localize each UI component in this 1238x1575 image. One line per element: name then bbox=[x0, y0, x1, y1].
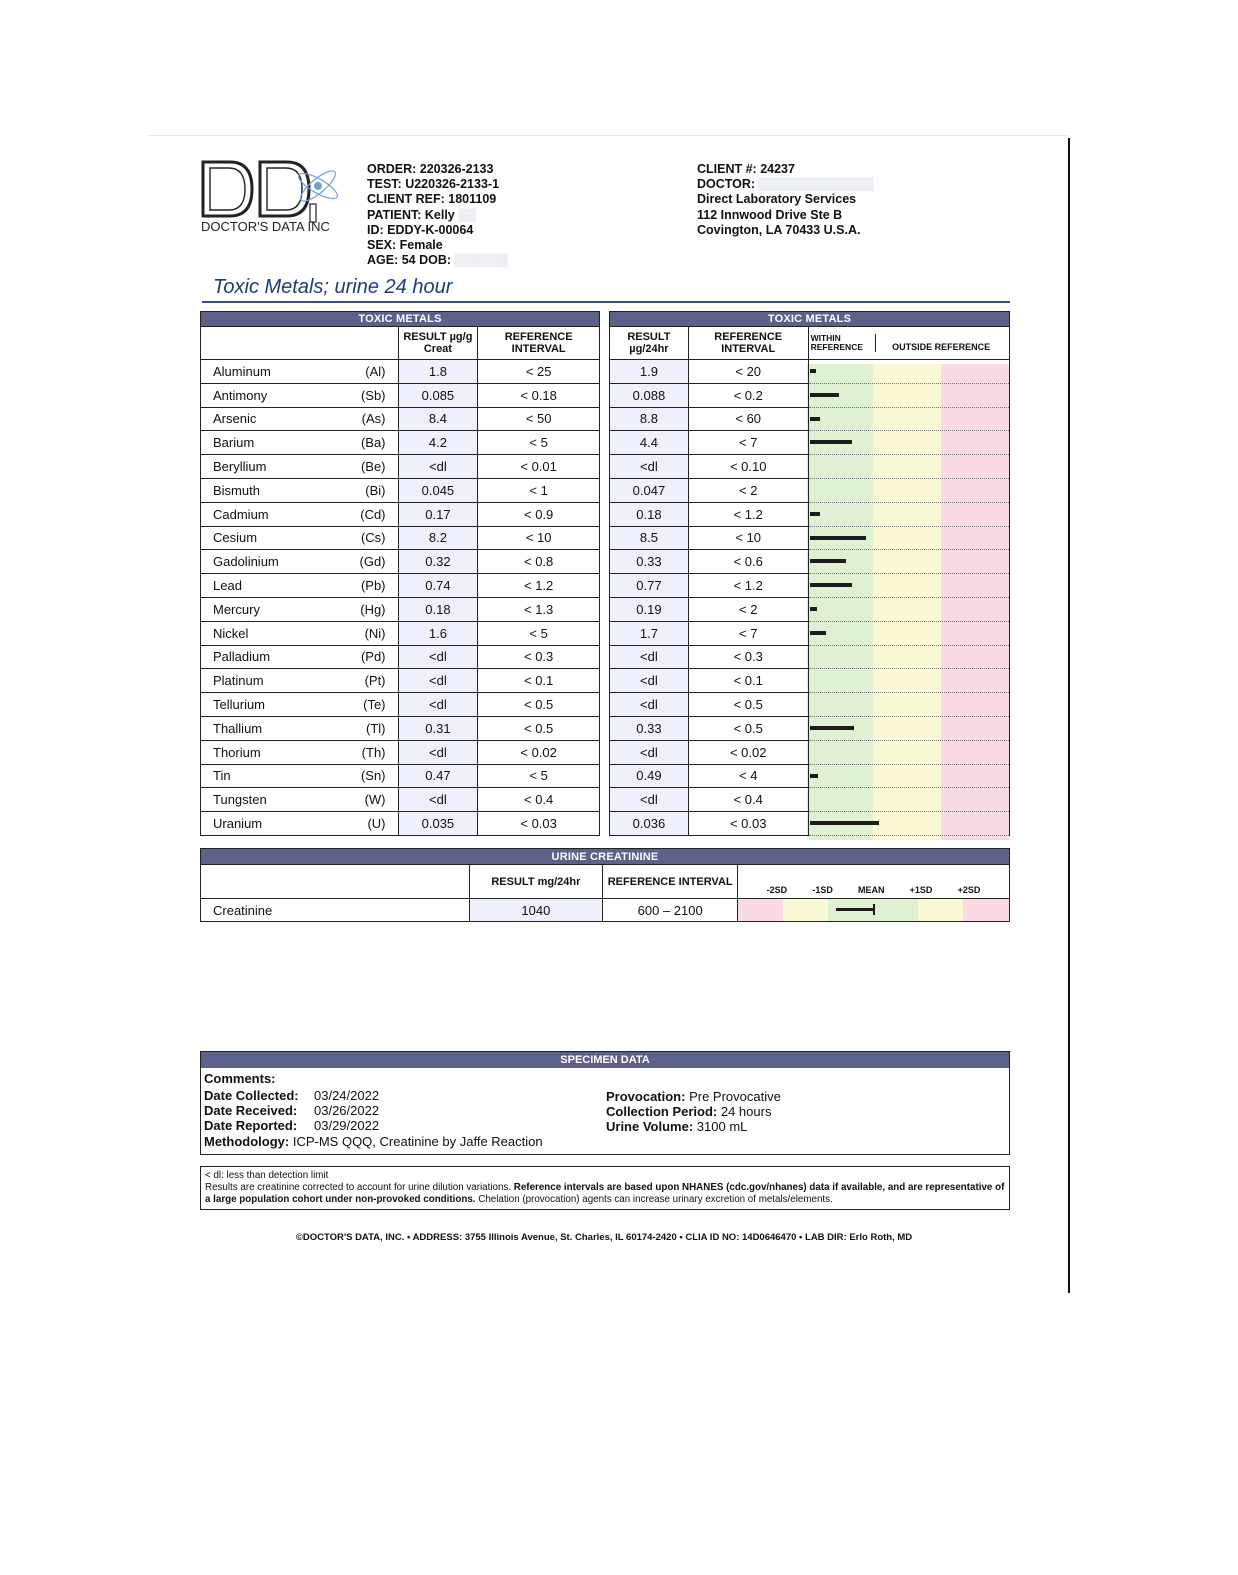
redacted-text: ▒▒▒▒▒▒▒▒▒▒▒▒▒ bbox=[758, 177, 874, 192]
metal-symbol: (Hg) bbox=[320, 597, 398, 621]
metal-name: Aluminum bbox=[201, 360, 321, 384]
result-24hr: <dl bbox=[610, 645, 689, 669]
result-24hr: 1.9 bbox=[610, 360, 689, 384]
metal-name: Palladium bbox=[201, 645, 321, 669]
toxic-metals-24hr-table bbox=[609, 311, 1010, 836]
result-24hr: 0.33 bbox=[610, 550, 689, 574]
metal-name: Barium bbox=[201, 431, 321, 455]
result-creat: <dl bbox=[398, 693, 478, 717]
reference-creat: < 0.01 bbox=[478, 455, 600, 479]
sd-scale-label: -1SD bbox=[812, 885, 833, 895]
result-creat: <dl bbox=[398, 740, 478, 764]
reference-24hr: < 4 bbox=[688, 764, 808, 788]
reference-creat: < 50 bbox=[478, 407, 600, 431]
reference-24hr: < 0.2 bbox=[688, 383, 808, 407]
table-row bbox=[201, 478, 600, 502]
table-row bbox=[201, 597, 600, 621]
table-row bbox=[201, 455, 600, 479]
reference-bar-cell bbox=[808, 478, 1009, 502]
metal-name: Thorium bbox=[201, 740, 321, 764]
reference-header: REFERENCE INTERVAL bbox=[478, 327, 600, 360]
reference-bar-cell bbox=[808, 645, 1009, 669]
reference-bar-cell bbox=[808, 550, 1009, 574]
table-row bbox=[201, 502, 600, 526]
table-row bbox=[201, 360, 600, 384]
creatinine-marker bbox=[873, 904, 875, 915]
reference-bar-cell bbox=[808, 621, 1009, 645]
table-row bbox=[610, 597, 1010, 621]
reference-bar-cell bbox=[808, 407, 1009, 431]
reference-24hr: < 60 bbox=[688, 407, 808, 431]
metal-symbol: (U) bbox=[320, 812, 398, 836]
plus-2sd-zone bbox=[963, 899, 1009, 921]
reference-creat: < 0.02 bbox=[478, 740, 600, 764]
result-24hr-header: RESULT µg/24hr bbox=[610, 327, 689, 360]
table-row bbox=[610, 478, 1010, 502]
creatinine-band: URINE CREATININE bbox=[201, 849, 1010, 865]
result-creat: 4.2 bbox=[398, 431, 478, 455]
table-row bbox=[201, 788, 600, 812]
result-24hr: 1.7 bbox=[610, 621, 689, 645]
reference-creat: < 0.1 bbox=[478, 669, 600, 693]
zone-header bbox=[808, 327, 1009, 360]
metal-symbol: (Bi) bbox=[320, 478, 398, 502]
reference-bar-cell bbox=[808, 669, 1009, 693]
table-row bbox=[610, 645, 1010, 669]
metal-level-bar bbox=[810, 631, 826, 635]
metal-name: Tin bbox=[201, 764, 321, 788]
doctor-name: DOCTOR: ▒▒▒▒▒▒▒▒▒▒▒▒▒ bbox=[697, 177, 874, 192]
comments-label: Comments: bbox=[204, 1071, 276, 1086]
creatinine-result-header: RESULT mg/24hr bbox=[469, 865, 603, 899]
metal-name: Nickel bbox=[201, 621, 321, 645]
table-row bbox=[201, 716, 600, 740]
lab-address-2: Covington, LA 70433 U.S.A. bbox=[697, 222, 861, 237]
reference-creat: < 5 bbox=[478, 431, 600, 455]
table-row bbox=[610, 431, 1010, 455]
test-number: TEST: U220326-2133-1 bbox=[367, 177, 500, 192]
table-row bbox=[610, 740, 1010, 764]
metal-symbol: (Th) bbox=[320, 740, 398, 764]
table-row bbox=[610, 455, 1010, 479]
creatinine-reference: 600 – 2100 bbox=[603, 899, 738, 922]
sd-scale-label: -2SD bbox=[766, 885, 788, 895]
date-received: Date Received: 03/26/2022 bbox=[204, 1103, 380, 1118]
table-row bbox=[201, 383, 600, 407]
sd-scale-label: MEAN bbox=[858, 885, 885, 895]
table-row bbox=[610, 693, 1010, 717]
result-creat: 1.6 bbox=[398, 621, 478, 645]
result-24hr: 0.047 bbox=[610, 478, 689, 502]
metal-symbol: (Sb) bbox=[320, 383, 398, 407]
result-creat: 0.74 bbox=[398, 574, 478, 598]
patient-age: AGE: 54 DOB: ▒▒▒▒▒▒ bbox=[367, 253, 508, 268]
table-row bbox=[610, 812, 1010, 836]
within-reference-label: WITHIN REFERENCE bbox=[809, 334, 876, 352]
outside-reference-label: OUTSIDE REFERENCE bbox=[892, 341, 991, 352]
reference-24hr: < 0.02 bbox=[688, 740, 808, 764]
reference-24hr: < 1.2 bbox=[688, 574, 808, 598]
reference-bar-cell bbox=[808, 431, 1009, 455]
reference-bar-cell bbox=[808, 716, 1009, 740]
metal-level-bar bbox=[810, 417, 820, 421]
creatinine-result: 1040 bbox=[469, 899, 603, 922]
sd-scale-label: +2SD bbox=[957, 885, 981, 895]
result-24hr: 4.4 bbox=[610, 431, 689, 455]
plus-1sd-zone bbox=[918, 899, 963, 921]
provocation: Provocation: Pre Provocative bbox=[606, 1089, 781, 1104]
metal-symbol: (Al) bbox=[320, 360, 398, 384]
table-row bbox=[610, 360, 1010, 384]
result-creat: <dl bbox=[398, 669, 478, 693]
metal-symbol: (Be) bbox=[320, 455, 398, 479]
redacted-text: ▒▒ bbox=[458, 207, 476, 222]
result-creat: 0.31 bbox=[398, 716, 478, 740]
reference-24hr: < 2 bbox=[688, 478, 808, 502]
table-row bbox=[201, 740, 600, 764]
result-24hr: 0.088 bbox=[610, 383, 689, 407]
patient-id: ID: EDDY-K-00064 bbox=[367, 222, 474, 237]
metal-name: Antimony bbox=[201, 383, 321, 407]
metal-symbol: (Ni) bbox=[320, 621, 398, 645]
metal-level-bar bbox=[810, 512, 820, 516]
metal-level-bar bbox=[810, 774, 818, 778]
footnote-body: Results are creatinine corrected to account for urine dilution variations. Reference intervals are based upon NHANES (cdc.gov/nhanes) data if available, and are representative of a large population cohort under non-provoked conditions. Chelation (provocation) agents can increase urinary excretion of metals/elements. bbox=[205, 1182, 1005, 1205]
patient-sex: SEX: Female bbox=[367, 238, 443, 253]
client-number: CLIENT #: 24237 bbox=[697, 162, 795, 176]
table-row bbox=[201, 693, 600, 717]
result-creat: 0.17 bbox=[398, 502, 478, 526]
reference-bar-cell bbox=[808, 455, 1009, 479]
table-row bbox=[610, 621, 1010, 645]
toxic-metals-creat-table bbox=[200, 311, 600, 836]
reference-24hr: < 0.5 bbox=[688, 716, 808, 740]
result-24hr: 0.49 bbox=[610, 764, 689, 788]
result-24hr: 8.8 bbox=[610, 407, 689, 431]
date-collected: Date Collected: 03/24/2022 bbox=[204, 1088, 380, 1103]
reference-24hr: < 1.2 bbox=[688, 502, 808, 526]
reference-creat: < 0.3 bbox=[478, 645, 600, 669]
result-24hr: 0.036 bbox=[610, 812, 689, 836]
reference-creat: < 1.3 bbox=[478, 597, 600, 621]
reference-creat: < 0.8 bbox=[478, 550, 600, 574]
methodology: Methodology: ICP-MS QQQ, Creatinine by Jaffe Reaction bbox=[204, 1134, 543, 1149]
doctors-data-logo bbox=[200, 158, 350, 238]
creatinine-reference-header: REFERENCE INTERVAL bbox=[603, 865, 738, 899]
result-24hr: <dl bbox=[610, 740, 689, 764]
reference-24hr: < 2 bbox=[688, 597, 808, 621]
redacted-text: ▒▒▒▒▒▒ bbox=[454, 253, 508, 268]
minus-2sd-zone bbox=[738, 899, 783, 921]
table-row bbox=[610, 764, 1010, 788]
metal-symbol: (Gd) bbox=[320, 550, 398, 574]
reference-bar-cell bbox=[808, 764, 1009, 788]
metal-symbol: (W) bbox=[320, 788, 398, 812]
reference-creat: < 1.2 bbox=[478, 574, 600, 598]
reference-24hr: < 0.1 bbox=[688, 669, 808, 693]
result-24hr: <dl bbox=[610, 669, 689, 693]
reference-creat: < 0.03 bbox=[478, 812, 600, 836]
result-24hr: 0.19 bbox=[610, 597, 689, 621]
reference-header: REFERENCE INTERVAL bbox=[688, 327, 808, 360]
table-row bbox=[610, 574, 1010, 598]
table-row bbox=[610, 502, 1010, 526]
metal-symbol: (Te) bbox=[320, 693, 398, 717]
reference-creat: < 1 bbox=[478, 478, 600, 502]
reference-24hr: < 0.5 bbox=[688, 693, 808, 717]
reference-24hr: < 0.4 bbox=[688, 788, 808, 812]
footnote-dl: < dl: less than detection limit bbox=[205, 1170, 329, 1181]
table-row bbox=[201, 812, 600, 836]
metal-level-bar bbox=[810, 369, 816, 373]
result-creat: 8.2 bbox=[398, 526, 478, 550]
client-ref: CLIENT REF: 1801109 bbox=[367, 192, 497, 207]
title-divider bbox=[202, 301, 1010, 303]
result-creat: 8.4 bbox=[398, 407, 478, 431]
metal-level-bar bbox=[810, 393, 839, 397]
table-row bbox=[610, 526, 1010, 550]
reference-creat: < 10 bbox=[478, 526, 600, 550]
table-row bbox=[610, 788, 1010, 812]
reference-24hr: < 7 bbox=[688, 431, 808, 455]
metal-name: Beryllium bbox=[201, 455, 321, 479]
report-title: Toxic Metals; urine 24 hour bbox=[213, 276, 453, 298]
metal-name: Uranium bbox=[201, 812, 321, 836]
urine-volume: Urine Volume: 3100 mL bbox=[606, 1119, 748, 1134]
metal-symbol: (Pb) bbox=[320, 574, 398, 598]
metal-name: Tungsten bbox=[201, 788, 321, 812]
creatinine-bar bbox=[836, 908, 874, 911]
reference-24hr: < 0.3 bbox=[688, 645, 808, 669]
reference-bar-cell bbox=[808, 788, 1009, 812]
client-block bbox=[697, 162, 874, 238]
metal-level-bar bbox=[810, 440, 852, 444]
metal-symbol: (Sn) bbox=[320, 764, 398, 788]
result-creat: 0.47 bbox=[398, 764, 478, 788]
reference-24hr: < 0.03 bbox=[688, 812, 808, 836]
metal-level-bar bbox=[810, 559, 846, 563]
reference-24hr: < 7 bbox=[688, 621, 808, 645]
result-creat: 0.085 bbox=[398, 383, 478, 407]
metal-name: Thallium bbox=[201, 716, 321, 740]
order-block bbox=[367, 162, 508, 268]
result-24hr: 0.77 bbox=[610, 574, 689, 598]
metal-symbol: (Ba) bbox=[320, 431, 398, 455]
sd-scale-header bbox=[738, 865, 1010, 899]
metal-name: Lead bbox=[201, 574, 321, 598]
result-creat: <dl bbox=[398, 788, 478, 812]
table-row bbox=[201, 669, 600, 693]
result-24hr: <dl bbox=[610, 788, 689, 812]
reference-creat: < 0.5 bbox=[478, 693, 600, 717]
reference-24hr: < 10 bbox=[688, 526, 808, 550]
reference-creat: < 25 bbox=[478, 360, 600, 384]
logo-text: DOCTOR'S DATA INC bbox=[201, 219, 330, 234]
result-24hr: 0.18 bbox=[610, 502, 689, 526]
result-24hr: 8.5 bbox=[610, 526, 689, 550]
table-band: TOXIC METALS bbox=[610, 312, 1010, 327]
patient-name: PATIENT: Kelly ▒▒ bbox=[367, 207, 476, 222]
metal-name: Bismuth bbox=[201, 478, 321, 502]
metal-name: Mercury bbox=[201, 597, 321, 621]
result-creat: 0.045 bbox=[398, 478, 478, 502]
metal-symbol: (Pd) bbox=[320, 645, 398, 669]
table-row bbox=[201, 621, 600, 645]
reference-bar-cell bbox=[808, 740, 1009, 764]
result-creat: 0.035 bbox=[398, 812, 478, 836]
date-reported: Date Reported: 03/29/2022 bbox=[204, 1118, 380, 1133]
table-row bbox=[201, 526, 600, 550]
table-row bbox=[610, 407, 1010, 431]
reference-bar-cell bbox=[808, 383, 1009, 407]
result-creat: <dl bbox=[398, 645, 478, 669]
metal-symbol: (Cs) bbox=[320, 526, 398, 550]
table-row bbox=[201, 431, 600, 455]
table-row bbox=[201, 407, 600, 431]
table-band: TOXIC METALS bbox=[201, 312, 600, 327]
metal-level-bar bbox=[810, 607, 817, 611]
table-row bbox=[201, 550, 600, 574]
metal-name: Cesium bbox=[201, 526, 321, 550]
metal-symbol: (Cd) bbox=[320, 502, 398, 526]
reference-bar-cell bbox=[808, 502, 1009, 526]
result-creat: 1.8 bbox=[398, 360, 478, 384]
creatinine-sd-chart bbox=[738, 899, 1010, 922]
minus-1sd-zone bbox=[783, 899, 828, 921]
scan-edge-top bbox=[148, 135, 1068, 136]
metal-level-bar bbox=[810, 726, 854, 730]
mean-zone bbox=[828, 899, 918, 921]
reference-bar-cell bbox=[808, 360, 1009, 384]
table-row bbox=[610, 383, 1010, 407]
reference-24hr: < 0.6 bbox=[688, 550, 808, 574]
reference-bar-cell bbox=[808, 812, 1009, 836]
result-creat-header: RESULT µg/g Creat bbox=[398, 327, 478, 360]
specimen-data-section bbox=[200, 1051, 1010, 1155]
metal-name: Gadolinium bbox=[201, 550, 321, 574]
reference-bar-cell bbox=[808, 597, 1009, 621]
metal-name: Arsenic bbox=[201, 407, 321, 431]
reference-24hr: < 20 bbox=[688, 360, 808, 384]
metal-name: Platinum bbox=[201, 669, 321, 693]
scan-edge-right bbox=[1068, 138, 1070, 1293]
specimen-band: SPECIMEN DATA bbox=[201, 1052, 1009, 1068]
table-row bbox=[610, 550, 1010, 574]
footnote bbox=[200, 1166, 1010, 1210]
metal-level-bar bbox=[810, 821, 879, 825]
reference-creat: < 0.9 bbox=[478, 502, 600, 526]
result-24hr: 0.33 bbox=[610, 716, 689, 740]
result-creat: 0.18 bbox=[398, 597, 478, 621]
table-row bbox=[201, 574, 600, 598]
table-row bbox=[201, 645, 600, 669]
reference-creat: < 0.18 bbox=[478, 383, 600, 407]
reference-creat: < 0.5 bbox=[478, 716, 600, 740]
lab-name: Direct Laboratory Services bbox=[697, 192, 857, 207]
metal-name: Tellurium bbox=[201, 693, 321, 717]
metal-name: Cadmium bbox=[201, 502, 321, 526]
result-creat: <dl bbox=[398, 455, 478, 479]
table-row bbox=[610, 716, 1010, 740]
table-row bbox=[610, 669, 1010, 693]
sd-scale-label: +1SD bbox=[909, 885, 933, 895]
reference-creat: < 0.4 bbox=[478, 788, 600, 812]
lab-address-1: 112 Innwood Drive Ste B bbox=[697, 207, 843, 222]
reference-creat: < 5 bbox=[478, 764, 600, 788]
reference-creat: < 5 bbox=[478, 621, 600, 645]
result-creat: 0.32 bbox=[398, 550, 478, 574]
creatinine-name: Creatinine bbox=[201, 899, 470, 922]
table-row bbox=[201, 764, 600, 788]
metal-symbol: (Tl) bbox=[320, 716, 398, 740]
lab-address-footer: ©DOCTOR'S DATA, INC. • ADDRESS: 3755 Illinois Avenue, St. Charles, IL 60174-2420 • CLIA ID NO: 14D0646470 • LAB DIR: Erlo Roth, MD bbox=[295, 1232, 913, 1243]
reference-bar-cell bbox=[808, 693, 1009, 717]
result-24hr: <dl bbox=[610, 693, 689, 717]
reference-bar-cell bbox=[808, 574, 1009, 598]
order-number: ORDER: 220326-2133 bbox=[367, 162, 494, 176]
collection-period: Collection Period: 24 hours bbox=[606, 1104, 772, 1119]
metal-symbol: (Pt) bbox=[320, 669, 398, 693]
result-24hr: <dl bbox=[610, 455, 689, 479]
metal-level-bar bbox=[810, 536, 866, 540]
metal-symbol: (As) bbox=[320, 407, 398, 431]
metal-level-bar bbox=[810, 583, 852, 587]
reference-24hr: < 0.10 bbox=[688, 455, 808, 479]
reference-bar-cell bbox=[808, 526, 1009, 550]
urine-creatinine-table bbox=[200, 848, 1010, 922]
